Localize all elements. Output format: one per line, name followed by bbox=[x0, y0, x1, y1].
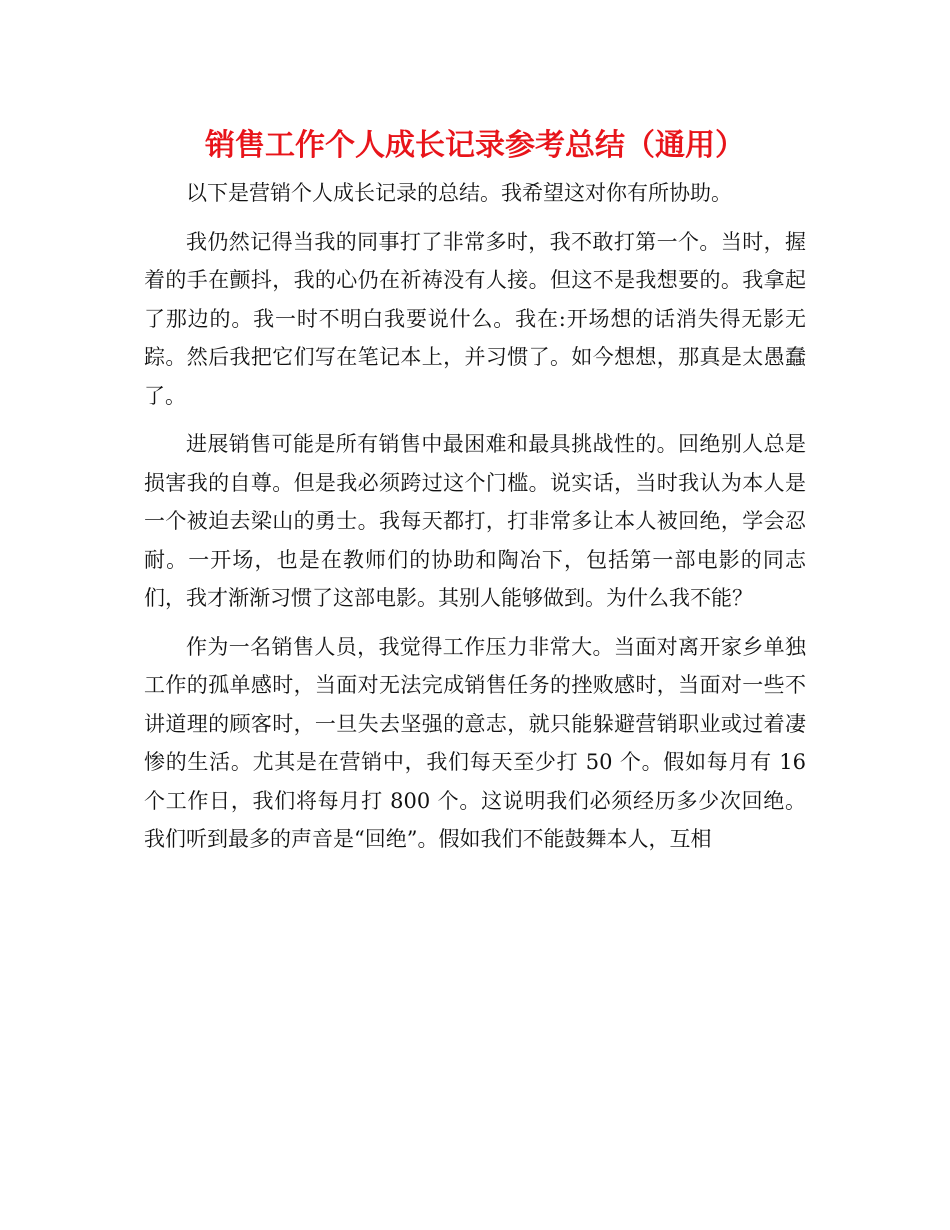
document-title: 销售工作个人成长记录参考总结（通用） bbox=[205, 128, 745, 163]
paragraph-3: 进展销售可能是所有销售中最困难和最具挑战性的。回绝别人总是损害我的自尊。但是我必须跨过这个门槛。说实话，当时我认为本人是一个被迫去梁山的勇士。我每天都打，打非常多让本人被回绝，学会忍耐。一开场，也是在教师们的协助和陶冶下，包括第一部电影的同志们，我才渐渐习惯了这部电影。其别人能够做到。为什么我不能？ bbox=[144, 432, 806, 610]
paragraph-2: 我仍然记得当我的同事打了非常多时，我不敢打第一个。当时，握着的手在颤抖，我的心仍在祈祷没有人接。但这不是我想要的。我拿起了那边的。我一时不明白我要说什么。我在:开场想的话消失得无影无踪。然后我把它们写在笔记本上，并习惯了。如今想想，那真是太愚蠢了。 bbox=[144, 229, 806, 408]
paragraph-1: 以下是营销个人成长记录的总结。我希望这对你有所协助。 bbox=[186, 181, 732, 205]
document-body bbox=[144, 174, 806, 869]
paragraph-4: 作为一名销售人员，我觉得工作压力非常大。当面对离开家乡单独工作的孤单感时，当面对无法完成销售任务的挫败感时，当面对一些不讲道理的顾客时，一旦失去坚强的意志，就只能躲避营销职业或过着凄惨的生活。尤其是在营销中，我们每天至少打 50 个。假如每月有 16 个工作日，我们将每月打 800 个。这说明我们必须经历多少次回绝。我们听到最多的声音是“回绝”。假如我们不能鼓舞本人，互相 bbox=[144, 634, 806, 851]
